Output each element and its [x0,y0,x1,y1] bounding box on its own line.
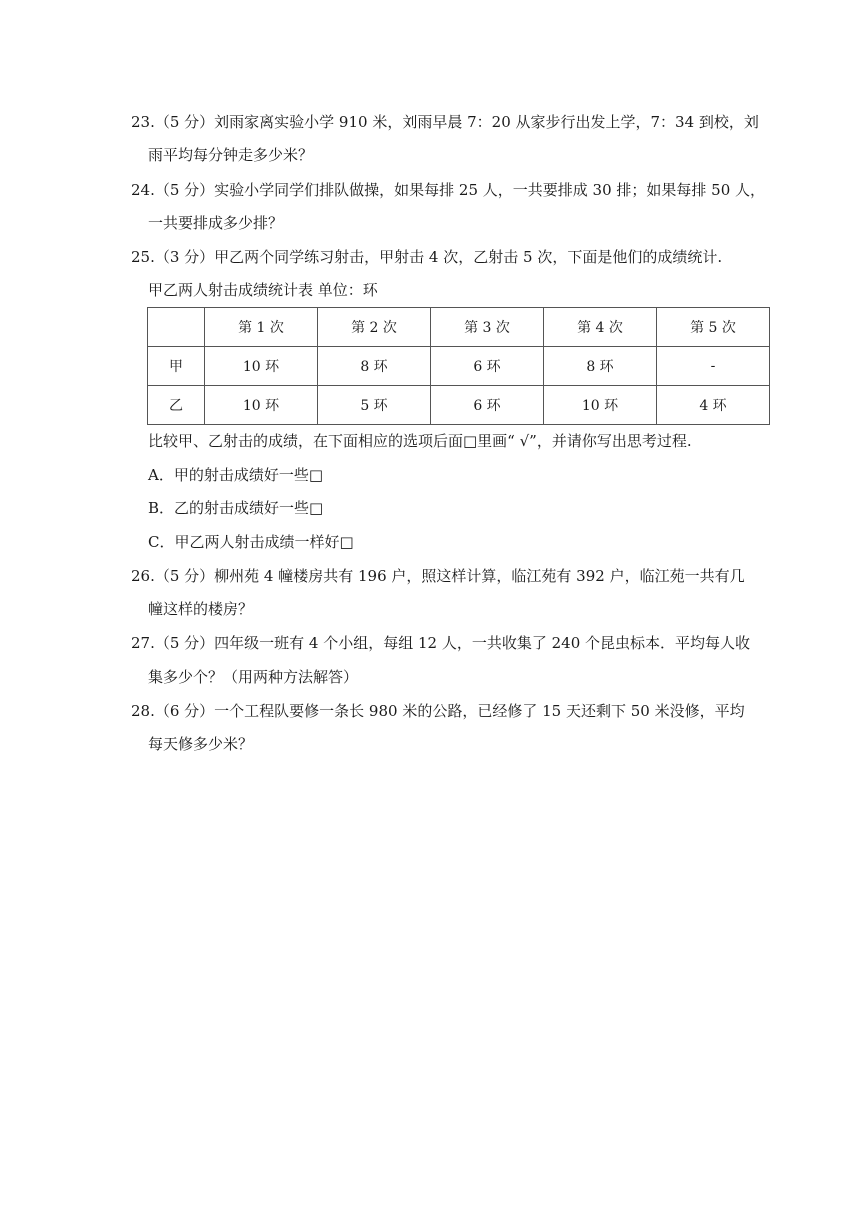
header-cell: 第 1 次 [205,308,318,347]
table-cell: 5 环 [318,386,431,425]
header-cell: 第 5 次 [657,308,770,347]
table-cell: 乙 [148,386,205,425]
table-cell: 6 环 [431,386,544,425]
table-cell: 10 环 [205,386,318,425]
option-b: B．乙的射击成绩好一些□ [148,499,324,517]
table-row [148,386,770,425]
question-25-instruction: 比较甲、乙射击的成绩，在下面相应的选项后面□里画“ √”，并请你写出思考过程. [148,432,692,450]
table-cell: 10 环 [544,386,657,425]
header-cell [148,308,205,347]
question-25-line-1: 25.（3 分）甲乙两个同学练习射击，甲射击 4 次，乙射击 5 次，下面是他们的成绩统计. [131,248,723,266]
question-23-line-2: 雨平均每分钟走多少米？ [148,146,314,164]
table-header-row [148,308,770,347]
table-cell: 4 环 [657,386,770,425]
table-cell: 8 环 [318,347,431,386]
question-23-line-1: 23.（5 分）刘雨家离实验小学 910 米，刘雨早晨 7：20 从家步行出发上学，7：34 到校，刘 [131,113,759,131]
table-row [148,347,770,386]
question-27-line-1: 27.（5 分）四年级一班有 4 个小组，每组 12 人，一共收集了 240 个昆虫标本．平均每人收 [131,634,751,652]
table-cell: 甲 [148,347,205,386]
question-26-line-2: 幢这样的楼房？ [148,600,254,618]
header-cell: 第 2 次 [318,308,431,347]
question-24-line-2: 一共要排成多少排？ [148,214,284,232]
question-28-line-2: 每天修多少米？ [148,735,254,753]
question-24-line-1: 24.（5 分）实验小学同学们排队做操，如果每排 25 人，一共要排成 30 排；如果每排 50 人， [131,181,766,199]
table-cell: 10 环 [205,347,318,386]
question-27-line-2: 集多少个？（用两种方法解答） [148,668,359,686]
header-cell: 第 4 次 [544,308,657,347]
table-cell: 8 环 [544,347,657,386]
header-cell: 第 3 次 [431,308,544,347]
table-cell: 6 环 [431,347,544,386]
table-cell: - [657,347,770,386]
option-c: C．甲乙两人射击成绩一样好□ [148,533,354,551]
question-28-line-1: 28.（6 分）一个工程队要修一条长 980 米的公路，已经修了 15 天还剩下 50 米没修，平均 [131,702,745,720]
question-26-line-1: 26.（5 分）柳州苑 4 幢楼房共有 196 户，照这样计算，临江苑有 392 户，临江苑一共有几 [131,567,745,585]
table-caption: 甲乙两人射击成绩统计表 单位：环 [148,281,378,299]
option-a: A．甲的射击成绩好一些□ [148,466,324,484]
score-table [147,307,770,425]
